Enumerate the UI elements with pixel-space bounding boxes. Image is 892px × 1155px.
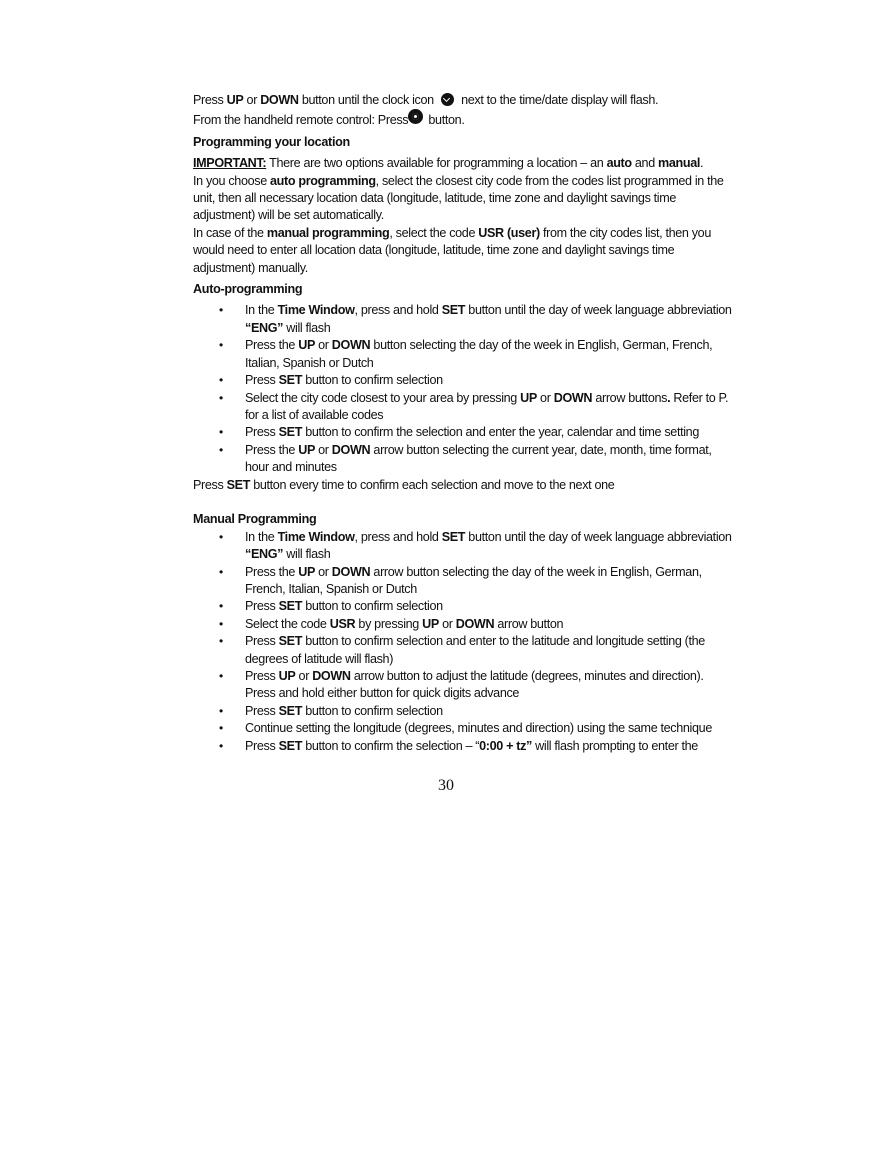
list-item: • In the Time Window, press and hold SET button until the day of week language abbreviation “ENG” will flash [219, 529, 732, 562]
list-item: • In the Time Window, press and hold SET button until the day of week language abbreviation “ENG” will flash [219, 303, 732, 335]
list-item: • Press SET button to confirm selection [219, 703, 443, 718]
list-item: • Press SET button to confirm the selection – “0:00 + tz” will flash prompting to enter the [219, 738, 698, 753]
remote-button-icon [408, 109, 423, 124]
list-item: • Press UP or DOWN arrow button to adjust the latitude (degrees, minutes and direction). Press and hold either button for quick digits advance [219, 668, 704, 701]
list-item: • Press SET button to confirm the selection and enter the year, calendar and time setting [219, 425, 699, 440]
list-item: • Press SET button to confirm selection and enter to the latitude and longitude setting (the degrees of latitude will flash) [219, 634, 705, 666]
document-page [193, 92, 733, 755]
list-item: • Select the city code closest to your area by pressing UP or DOWN arrow buttons. Refer to P. for a list of available codes [219, 390, 729, 422]
manual-programming-paragraph: In case of the manual programming, select the code USR (user) from the city codes list, then you would need to enter all location data (longitude, latitude, time zone and daylight savings time adjustment) manually. [193, 225, 711, 275]
list-item: • Press the UP or DOWN arrow button selecting the day of the week in English, German, French, Italian, Spanish or Dutch [219, 564, 702, 596]
manual-steps-list [193, 529, 733, 755]
location-heading: Programming your location [193, 134, 350, 149]
intro-line-2: From the handheld remote control: Press button. [193, 109, 733, 129]
clock-icon [441, 93, 454, 106]
manual-programming-heading: Manual Programming [193, 512, 317, 527]
auto-closing-note: Press SET button every time to confirm each selection and move to the next one [193, 477, 615, 492]
list-item: • Continue setting the longitude (degrees, minutes and direction) using the same technique [219, 721, 712, 736]
auto-steps-list [193, 302, 733, 476]
auto-programming-paragraph: In you choose auto programming, select the closest city code from the codes list programmed in the unit, then all necessary location data (longitude, latitude, time zone and daylight savings time adjustment) will be set automatically. [193, 173, 724, 223]
important-paragraph: IMPORTANT: There are two options available for programming a location – an auto and manual. [193, 156, 704, 171]
auto-programming-heading: Auto-programming [193, 282, 303, 297]
list-item: • Select the code USR by pressing UP or DOWN arrow button [219, 616, 564, 631]
intro-line-1: Press UP or DOWN button until the clock icon next to the time/date display will flash. [193, 93, 659, 107]
list-item: • Press SET button to confirm selection [219, 599, 443, 614]
list-item: • Press the UP or DOWN arrow button selecting the current year, date, month, time format, hour and minutes [219, 442, 712, 475]
page-number: 30 [438, 777, 454, 794]
list-item: • Press the UP or DOWN button selecting the day of the week in English, German, French, Italian, Spanish or Dutch [219, 338, 713, 370]
list-item: • Press SET button to confirm selection [219, 373, 443, 388]
